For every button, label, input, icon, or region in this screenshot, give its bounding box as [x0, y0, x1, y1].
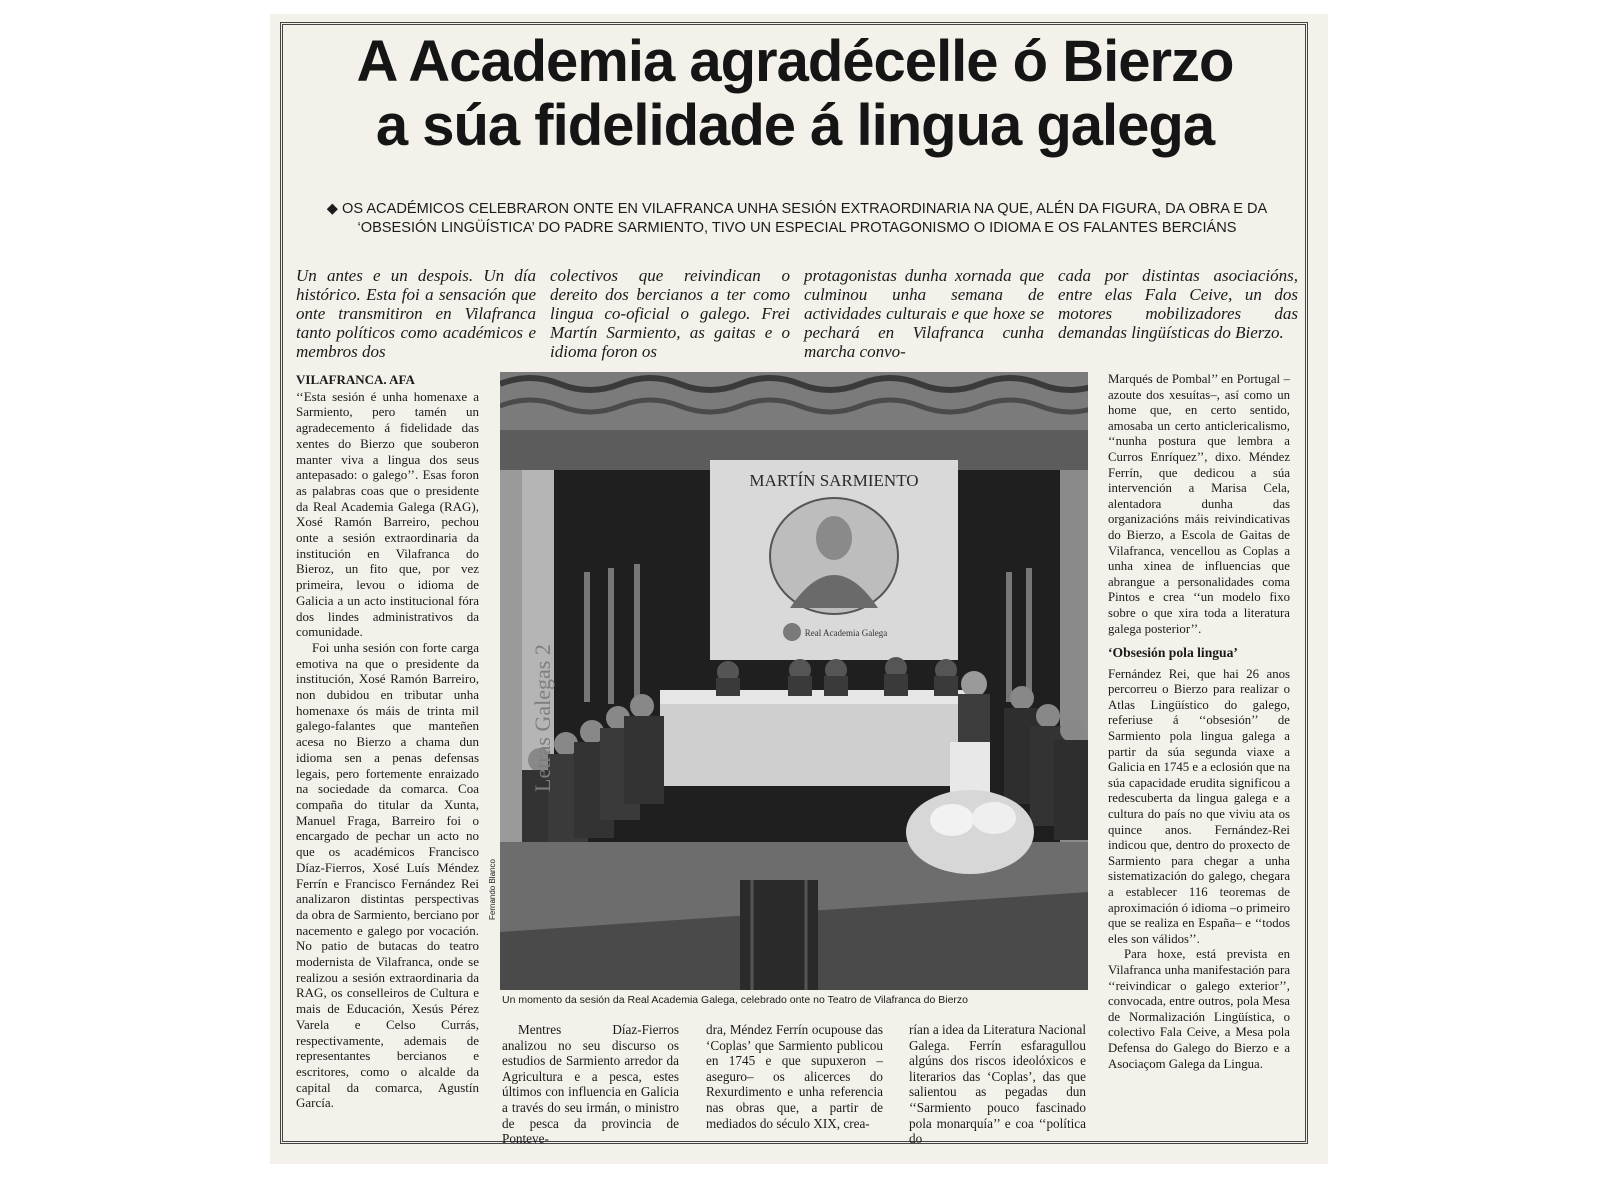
- byline: VILAFRANCA. AFA: [296, 372, 415, 387]
- deck-summary: ◆ OS ACADÉMICOS CELEBRARON ONTE EN VILAFRANCA UNHA SESIÓN EXTRAORDINARIA NA QUE, ALÉN DA FIGURA, DA OBRA E DA ‘OBSESIÓN LINGÜÍSTICA’ DO PADRE SARMIENTO, TIVO UN ESPECIAL PROTAGONISMO O IDIOMA E OS FALANTES BERCIÁNS: [326, 201, 1268, 236]
- headline-line-2: a súa fidelidade á lingua galega: [375, 93, 1215, 158]
- banner-title: MARTÍN SARMIENTO: [749, 471, 919, 490]
- body-paragraph: Fernández Rei, que hai 26 anos percorreu o Bierzo para realizar o Atlas Lingüístico do galego, referiuse á ‘‘obsesión’’ de Sarmiento pola lingua galega a partir da súa segunda viaxe a Galicia en 1745 e a eclosión que na súa capacidade erudita significou a redescuberta da lingua galega e a cultura do país no que viviu ata os quince anos. Fernández-Rei indicou que, dentro do proxecto de Sarmiento para chegar a unha sistematización do galego, chegara a establecer 116 teoremas de aproximación ó idioma –o primeiro que se realiza en España– e ‘‘todos eles son válidos’’.: [1108, 666, 1290, 946]
- photo-caption: Un momento da sesión da Real Academia Galega, celebrado onte no Teatro de Vilafranca do Bierzo: [502, 994, 968, 1006]
- photo-credit: Fernando Blanco: [488, 859, 497, 920]
- body-paragraph: Mentres Díaz-Fierros analizou no seu discurso os estudios de Sarmiento arredor da Agricultura e a pesca, estes últimos con influencia en Galicia a través do seu irmán, o ministro de pesca da provincia de Ponteve-: [502, 1022, 679, 1147]
- banner-footer: Real Academia Galega: [804, 628, 888, 638]
- body-paragraph: rían a idea da Literatura Nacional Galega. Ferrín esfaragullou algúns dos riscos ideolóxicos e literarios das ‘Coplas’, das que salientou as pegadas dun ‘‘Sarmiento pouco fascinado pola monarquía’’ e coa ‘‘política do: [909, 1022, 1086, 1147]
- body-paragraph: ‘‘Esta sesión é unha homenaxe a Sarmiento, pero tamén un agradecemento á fidelidade das xentes do Bierzo que souberon manter viva a lingua dos seus antepasado: o galego’’. Esas foron as palabras coas que o presidente da Real Academia Galega (RAG), Xosé Ramón Barreiro, pechou onte a sesión extraordinaria da institución en Vilafranca do Bieroz, un fito que, por vez primeira, levou o idioma de Galicia a un acto institucional fóra dos lindes administrativos da comunidade.: [296, 388, 479, 640]
- lead-column-3: protagonistas dunha xornada que culminou unha semana de actividades culturais e que hoxe se pechará en Vilafranca cunha marcha convo-: [804, 266, 1044, 361]
- body-paragraph: Foi unha sesión con forte carga emotiva na que o presidente da institución, Xosé Ramón Barreiro, non dubidou en tributar unha homenaxe ós máis de trinta mil galego-falantes que manteñen acesa no Bierzo a chama dun idioma sen a penas defensas legais, pero fortemente enraizado na sociedade da comarca. Coa compaña do titular da Xunta, Manuel Fraga, Barreiro foi o encargado de pechar un acto no que os académicos Francisco Díaz-Fierros, Xosé Luís Méndez Ferrín e Francisco Fernández Rei analizaron distintas perspectivas da obra de Sarmiento, berciano por nacemento e galego por vocación. No patio de butacas do teatro modernista de Vilafranca, onde se realizou a sesión extraordinaria da RAG, os conselleiros de Cultura e mais de Educación, Xesús Pérez Varela e Celso Currás, respectivamente, ademais de representantes bercianos e escritores, como o alcalde da capital da comarca, Agustín García.: [296, 639, 479, 1111]
- lead-column-2: colectivos que reivindican o dereito dos bercianos a ter como lingua co-oficial o galego. Frei Martín Sarmiento, as gaitas e o idioma foron os: [550, 266, 790, 361]
- body-paragraph: dra, Méndez Ferrín ocupouse das ‘Coplas’ que Sarmiento publicou en 1745 e que supuxeron –aseguro– os alicerces do Rexurdimento e unha referencia nas obras que, a partir de mediados do século XIX, crea-: [706, 1022, 883, 1131]
- body-column-3: [706, 1022, 883, 1131]
- body-column-2: [502, 1022, 679, 1147]
- body-paragraph: Para hoxe, está prevista en Vilafranca unha manifestación para ‘‘reivindicar o galego exterior’’, convocada, entre outros, pola Mesa de Normalización Lingüística, o colectivo Fala Ceive, a Mesa pola Defensa do Galego do Bierzo e a Asociaçom Galega da Lingua.: [1108, 947, 1290, 1071]
- lead-column-1: Un antes e un despois. Un día histórico. Esta foi a sensación que onte transmitiron en Vilafranca tanto políticos como académicos e membros dos: [296, 266, 536, 361]
- body-column-5: [1108, 372, 1290, 1132]
- lead-column-4: cada por distintas asociacións, entre elas Fala Ceive, un dos motores mobilizadores das demandas lingüísticas do Bierzo.: [1058, 266, 1298, 342]
- subheading: ‘Obsesión pola lingua’: [1108, 645, 1238, 661]
- headline-line-1: A Academia agradécelle ó Bierzo: [356, 29, 1234, 94]
- body-paragraph: Marqués de Pombal’’ en Portugal –azoute dos xesuítas–, así como un home que, en certo sentido, amosaba un certo anticlericalismo, ‘‘nunha postura que lembra a Curros Enríquez’’, dixo. Méndez Ferrín, que dedicou a súa intervención a Marisa Cela, alentadora dunha das organizacións máis reivindicativas do Bierzo, a Escola de Gaitas de Vilafranca, vencellou as Coplas a unha xinea de influencias que abrangue a personalidades coma Pintos e crea ‘‘un modelo fixo sobre o que xira toda a literatura galega posterior’’.: [1108, 372, 1290, 636]
- body-column-4: [909, 1022, 1086, 1147]
- headline: [290, 30, 1300, 158]
- stage-illustration: [500, 372, 1088, 990]
- side-banner-text: Letras Galegas 2: [530, 644, 555, 792]
- event-photo: [500, 372, 1088, 990]
- body-column-1: [296, 372, 479, 1132]
